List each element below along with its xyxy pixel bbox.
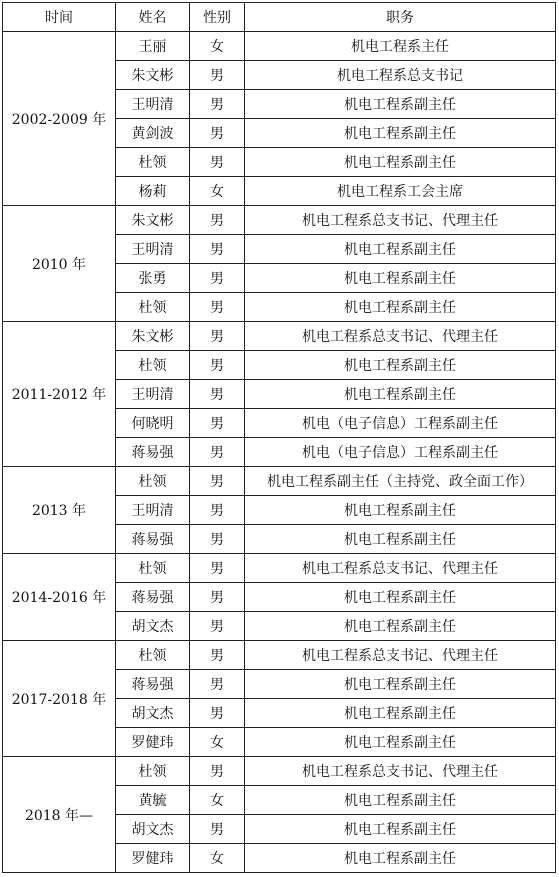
table-row bbox=[3, 322, 556, 351]
role-cell: 机电工程系副主任（主持党、政全面工作） bbox=[245, 467, 556, 496]
period-cell: 2011-2012 年 bbox=[3, 322, 116, 467]
gender-cell: 男 bbox=[190, 380, 245, 409]
gender-cell: 男 bbox=[190, 409, 245, 438]
gender-cell: 男 bbox=[190, 90, 245, 119]
header-period: 时间 bbox=[3, 3, 116, 32]
role-cell: 机电工程系总支书记 bbox=[245, 61, 556, 90]
period-cell: 2017-2018 年 bbox=[3, 641, 116, 757]
name-cell: 王明清 bbox=[116, 380, 190, 409]
role-cell: 机电工程系副主任 bbox=[245, 670, 556, 699]
role-cell: 机电工程系副主任 bbox=[245, 119, 556, 148]
name-cell: 蒋易强 bbox=[116, 525, 190, 554]
role-cell: 机电（电子信息）工程系副主任 bbox=[245, 438, 556, 467]
gender-cell: 男 bbox=[190, 293, 245, 322]
role-cell: 机电工程系副主任 bbox=[245, 380, 556, 409]
period-cell: 2018 年— bbox=[3, 757, 116, 873]
gender-cell: 女 bbox=[190, 728, 245, 757]
gender-cell: 男 bbox=[190, 264, 245, 293]
table-row bbox=[3, 554, 556, 583]
table-row bbox=[3, 32, 556, 61]
document bbox=[2, 2, 555, 873]
gender-cell: 女 bbox=[190, 32, 245, 61]
role-cell: 机电工程系副主任 bbox=[245, 699, 556, 728]
name-cell: 蒋易强 bbox=[116, 670, 190, 699]
role-cell: 机电工程系副主任 bbox=[245, 148, 556, 177]
name-cell: 杜领 bbox=[116, 467, 190, 496]
name-cell: 朱文彬 bbox=[116, 322, 190, 351]
name-cell: 杜领 bbox=[116, 757, 190, 786]
name-cell: 王丽 bbox=[116, 32, 190, 61]
role-cell: 机电工程系副主任 bbox=[245, 583, 556, 612]
gender-cell: 女 bbox=[190, 786, 245, 815]
name-cell: 王明清 bbox=[116, 90, 190, 119]
gender-cell: 女 bbox=[190, 177, 245, 206]
period-cell: 2002-2009 年 bbox=[3, 32, 116, 206]
name-cell: 杜领 bbox=[116, 351, 190, 380]
gender-cell: 男 bbox=[190, 757, 245, 786]
gender-cell: 男 bbox=[190, 525, 245, 554]
name-cell: 朱文彬 bbox=[116, 61, 190, 90]
role-cell: 机电工程系副主任 bbox=[245, 844, 556, 873]
table-row bbox=[3, 757, 556, 786]
gender-cell: 男 bbox=[190, 235, 245, 264]
name-cell: 王明清 bbox=[116, 235, 190, 264]
name-cell: 胡文杰 bbox=[116, 612, 190, 641]
period-cell: 2010 年 bbox=[3, 206, 116, 322]
leadership-table bbox=[2, 2, 556, 873]
table-row bbox=[3, 641, 556, 670]
role-cell: 机电工程系副主任 bbox=[245, 293, 556, 322]
name-cell: 胡文杰 bbox=[116, 815, 190, 844]
role-cell: 机电工程系总支书记、代理主任 bbox=[245, 206, 556, 235]
name-cell: 杜领 bbox=[116, 293, 190, 322]
period-cell: 2014-2016 年 bbox=[3, 554, 116, 641]
name-cell: 朱文彬 bbox=[116, 206, 190, 235]
role-cell: 机电工程系副主任 bbox=[245, 612, 556, 641]
gender-cell: 男 bbox=[190, 438, 245, 467]
role-cell: 机电工程系主任 bbox=[245, 32, 556, 61]
gender-cell: 男 bbox=[190, 206, 245, 235]
header-role: 职务 bbox=[245, 3, 556, 32]
role-cell: 机电工程系副主任 bbox=[245, 786, 556, 815]
role-cell: 机电工程系副主任 bbox=[245, 264, 556, 293]
name-cell: 杜领 bbox=[116, 641, 190, 670]
gender-cell: 男 bbox=[190, 119, 245, 148]
gender-cell: 男 bbox=[190, 467, 245, 496]
role-cell: 机电工程系副主任 bbox=[245, 525, 556, 554]
role-cell: 机电工程系副主任 bbox=[245, 496, 556, 525]
role-cell: 机电（电子信息）工程系副主任 bbox=[245, 409, 556, 438]
name-cell: 黄剑波 bbox=[116, 119, 190, 148]
role-cell: 机电工程系副主任 bbox=[245, 351, 556, 380]
gender-cell: 男 bbox=[190, 322, 245, 351]
gender-cell: 男 bbox=[190, 641, 245, 670]
role-cell: 机电工程系副主任 bbox=[245, 90, 556, 119]
header-name: 姓名 bbox=[116, 3, 190, 32]
gender-cell: 男 bbox=[190, 612, 245, 641]
name-cell: 杜领 bbox=[116, 554, 190, 583]
name-cell: 黄毓 bbox=[116, 786, 190, 815]
table-row bbox=[3, 206, 556, 235]
gender-cell: 男 bbox=[190, 670, 245, 699]
header-gender: 性别 bbox=[190, 3, 245, 32]
gender-cell: 男 bbox=[190, 815, 245, 844]
gender-cell: 男 bbox=[190, 351, 245, 380]
gender-cell: 男 bbox=[190, 496, 245, 525]
gender-cell: 男 bbox=[190, 583, 245, 612]
table-body bbox=[3, 32, 556, 873]
name-cell: 罗健玮 bbox=[116, 844, 190, 873]
table-row bbox=[3, 467, 556, 496]
name-cell: 何晓明 bbox=[116, 409, 190, 438]
name-cell: 胡文杰 bbox=[116, 699, 190, 728]
role-cell: 机电工程系工会主席 bbox=[245, 177, 556, 206]
gender-cell: 男 bbox=[190, 554, 245, 583]
role-cell: 机电工程系总支书记、代理主任 bbox=[245, 757, 556, 786]
role-cell: 机电工程系总支书记、代理主任 bbox=[245, 322, 556, 351]
gender-cell: 女 bbox=[190, 844, 245, 873]
gender-cell: 男 bbox=[190, 148, 245, 177]
name-cell: 杜领 bbox=[116, 148, 190, 177]
role-cell: 机电工程系副主任 bbox=[245, 815, 556, 844]
gender-cell: 男 bbox=[190, 699, 245, 728]
role-cell: 机电工程系副主任 bbox=[245, 728, 556, 757]
role-cell: 机电工程系总支书记、代理主任 bbox=[245, 554, 556, 583]
name-cell: 杨莉 bbox=[116, 177, 190, 206]
role-cell: 机电工程系副主任 bbox=[245, 235, 556, 264]
name-cell: 罗健玮 bbox=[116, 728, 190, 757]
role-cell: 机电工程系总支书记、代理主任 bbox=[245, 641, 556, 670]
header-row bbox=[3, 3, 556, 32]
name-cell: 蒋易强 bbox=[116, 438, 190, 467]
name-cell: 蒋易强 bbox=[116, 583, 190, 612]
gender-cell: 男 bbox=[190, 61, 245, 90]
name-cell: 张勇 bbox=[116, 264, 190, 293]
name-cell: 王明清 bbox=[116, 496, 190, 525]
period-cell: 2013 年 bbox=[3, 467, 116, 554]
